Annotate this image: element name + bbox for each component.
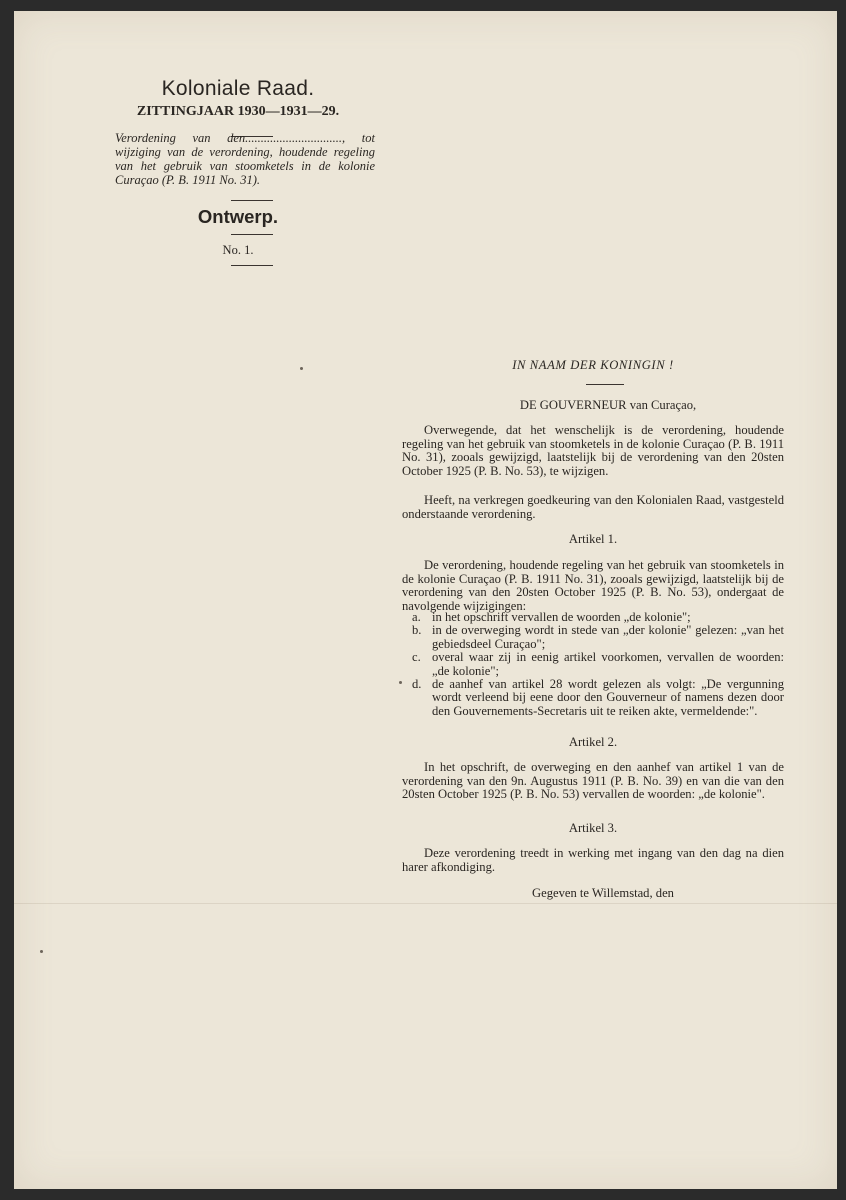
- list-marker: a.: [412, 610, 421, 624]
- preamble-in-naam: IN NAAM DER KONINGIN !: [512, 358, 674, 372]
- list-item: [412, 651, 784, 678]
- draft-label: Ontwerp.: [197, 206, 279, 227]
- session-year: ZITTINGJAAR 1930—1931—29.: [136, 104, 340, 119]
- paper-speck: [300, 367, 303, 370]
- article-1-amendments: [412, 611, 784, 718]
- list-item: [412, 624, 784, 651]
- article-2-text: In het opschrift, de overweging en den aanhef van artikel 1 van de verordening van den 9n. Augustus 1911 (P. B. No. 39) en van die van den 20sten October 1925 (P. B. No. 53) vervallen de woorden: „de kolonie".: [402, 760, 784, 802]
- council-title: Koloniale Raad.: [161, 77, 315, 100]
- list-item-text: de aanhef van artikel 28 wordt gelezen als volgt: „De vergunning wordt verleend bij eene door den Gouverneur of namens dezen door den Gouvernements-Secretaris uit te reiken akte, vermeldende:".: [432, 677, 784, 718]
- paper-speck: [40, 950, 43, 953]
- article-2-title: Artikel 2.: [568, 735, 618, 749]
- paper-fold-line: [14, 903, 837, 904]
- list-item: [412, 678, 784, 718]
- divider: [586, 384, 624, 385]
- list-item-text: overal waar zij in eenig artikel voorkomen, vervallen de woorden: „de kolonie";: [432, 650, 784, 678]
- document-number: No. 1.: [222, 243, 254, 257]
- list-marker: d.: [412, 677, 422, 692]
- article-1-title: Artikel 1.: [568, 532, 618, 546]
- list-item-text: in het opschrift vervallen de woorden „de kolonie";: [432, 610, 691, 624]
- list-marker: c.: [412, 650, 421, 665]
- enactment-paragraph: Heeft, na verkregen goedkeuring van den Kolonialen Raad, vastgesteld onderstaande verordening.: [402, 493, 784, 521]
- article-3-title: Artikel 3.: [568, 821, 618, 835]
- given-at-line: Gegeven te Willemstad, den: [532, 886, 674, 900]
- governor-heading: DE GOUVERNEUR van Curaçao,: [519, 398, 697, 412]
- ordinance-subject: Verordening van den..............................., tot wijziging van de verordening, houdende regeling van het gebruik van stoomketels in de kolonie Curaçao (P. B. 1911 No. 31).: [115, 131, 375, 187]
- divider: [231, 234, 273, 235]
- list-item-text: in de overweging wordt in stede van „der kolonie" gelezen: „van het gebiedsdeel Curaçao";: [432, 623, 784, 651]
- paper-speck: [399, 681, 402, 684]
- list-marker: b.: [412, 623, 422, 638]
- considerans-paragraph: Overwegende, dat het wenschelijk is de verordening, houdende regeling van het gebruik van stoomketels in de kolonie Curaçao (P. B. 1911 No. 31), zooals gewijzigd, laatstelijk bij de verordening van den 20sten October 1925 (P. B. No. 53), te wijzigen.: [402, 423, 784, 478]
- list-item: [412, 611, 784, 624]
- divider: [231, 200, 273, 201]
- article-1-text: De verordening, houdende regeling van het gebruik van stoomketels in de kolonie Curaçao (P. B. 1911 No. 31), zooals gewijzigd, laatstelijk bij de verordening van den 20sten October 1925 (P. B. No. 53), ondergaat de navolgende wijzigingen:: [402, 558, 784, 613]
- article-3-text: Deze verordening treedt in werking met ingang van den dag na dien harer afkondiging.: [402, 846, 784, 874]
- divider: [231, 265, 273, 266]
